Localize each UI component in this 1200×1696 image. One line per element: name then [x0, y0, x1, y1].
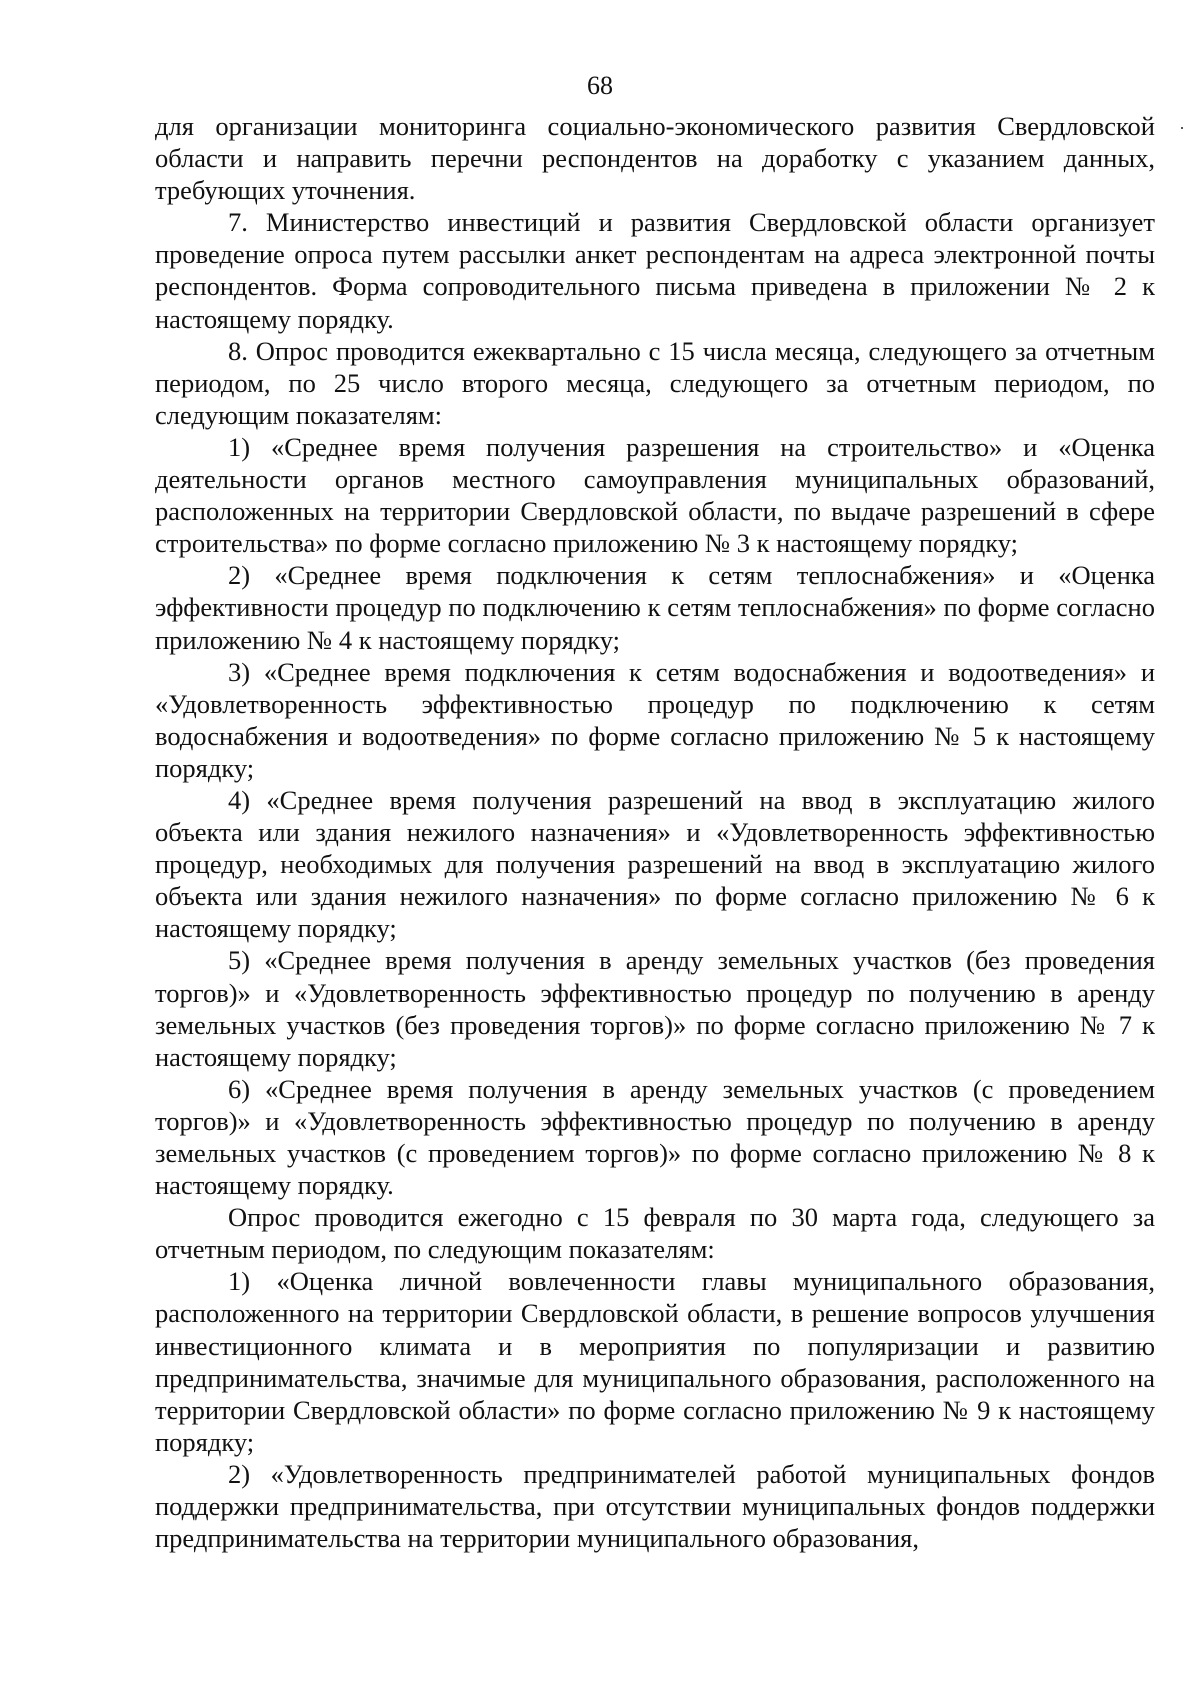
paragraph-monitoring-continuation: для организации мониторинга социально-экономического развития Свердловской области и направить перечни респондентов на доработку с указанием данных, требующих уточнения. [155, 111, 1155, 206]
paragraph-item-8: 8. Опрос проводится ежеквартально с 15 числа месяца, следующего за отчетным периодом, по 25 число второго месяца, следующего за отчетным периодом, по следующим показателям: [155, 335, 1155, 430]
paragraph-annual-survey: Опрос проводится ежегодно с 15 февраля по 30 марта года, следующего за отчетным периодом, по следующим показателям: [155, 1202, 1155, 1265]
document-body [155, 110, 1155, 1554]
quarterly-indicator-3: 3) «Среднее время подключения к сетям водоснабжения и водоотведения» и «Удовлетворенность эффективностью процедур по подключению к сетям водоснабжения и водоотведения» по форме согласно приложению № 5 к настоящему порядку; [155, 656, 1155, 783]
page-number: 68 [587, 71, 613, 100]
annual-indicator-2: 2) «Удовлетворенность предпринимателей работой муниципальных фондов поддержки предпринимательства, при отсутствии муниципальных фондов поддержки предпринимательства на территории муниципального образования, [155, 1458, 1155, 1554]
paragraph-item-7: 7. Министерство инвестиций и развития Свердловской области организует проведение опроса путем рассылки анкет респондентам на адреса электронной почты респондентов. Форма сопроводительного письма приведена в приложении № 2 к настоящему порядку. [155, 207, 1155, 334]
quarterly-indicator-5: 5) «Среднее время получения в аренду земельных участков (без проведения торгов)» и «Удовлетворенность эффективностью процедур по получению в аренду земельных участков (без проведения торгов)» по форме согласно приложению № 7 к настоящему порядку; [155, 945, 1155, 1072]
scan-artifact-dot [1181, 127, 1183, 129]
quarterly-indicator-1: 1) «Среднее время получения разрешения на строительство» и «Оценка деятельности органов местного самоуправления муниципальных образований, расположенных на территории Свердловской области, по выдаче разрешений в сфере строительства» по форме согласно приложению № 3 к настоящему порядку; [155, 431, 1155, 559]
quarterly-indicator-6: 6) «Среднее время получения в аренду земельных участков (с проведением торгов)» и «Удовлетворенность эффективностью процедур по получению в аренду земельных участков (с проведением торгов)» по форме согласно приложению № 8 к настоящему порядку. [155, 1073, 1155, 1201]
quarterly-indicator-4: 4) «Среднее время получения разрешений на ввод в эксплуатацию жилого объекта или здания нежилого назначения» и «Удовлетворенность эффективностью процедур, необходимых для получения разрешений на ввод в эксплуатацию жилого объекта или здания нежилого назначения» по форме согласно приложению № 6 к настоящему порядку; [155, 784, 1155, 944]
annual-indicator-1: 1) «Оценка личной вовлеченности главы муниципального образования, расположенного на территории Свердловской области, в решение вопросов улучшения инвестиционного климата и в мероприятия по популяризации и развитию предпринимательства, значимые для муниципального образования, расположенного на территории Свердловской области» по форме согласно приложению № 9 к настоящему порядку; [155, 1266, 1155, 1457]
quarterly-indicator-2: 2) «Среднее время подключения к сетям теплоснабжения» и «Оценка эффективности процедур по подключению к сетям теплоснабжения» по форме согласно приложению № 4 к настоящему порядку; [155, 560, 1155, 655]
